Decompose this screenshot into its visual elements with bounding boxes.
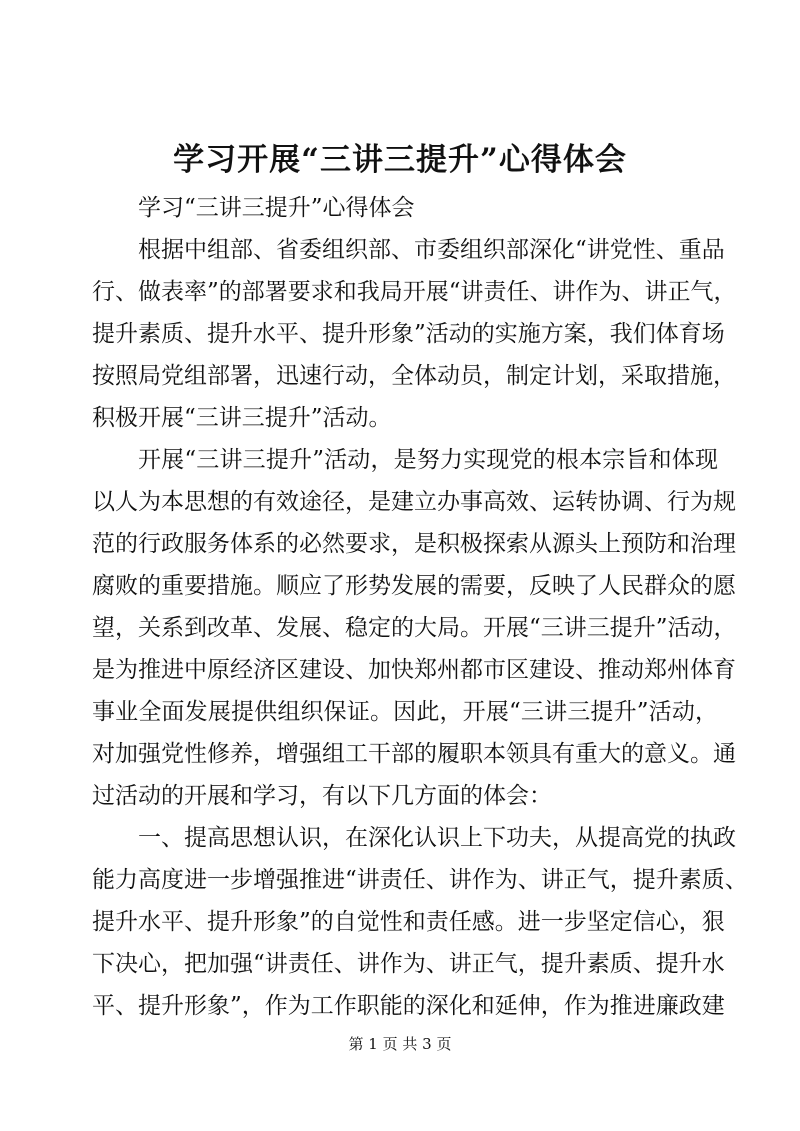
paragraph-line: 望，关系到改革、发展、稳定的大局。开展“三讲三提升”活动， bbox=[92, 615, 737, 641]
paragraph-line: 提升水平、提升形象”的自觉性和责任感。进一步坚定信心，狠 bbox=[92, 909, 725, 935]
subtitle-line: 学习“三讲三提升”心得体会 bbox=[138, 195, 415, 221]
paragraph-1 bbox=[92, 229, 737, 439]
document-title: 学习开展“三讲三提升”心得体会 bbox=[173, 142, 627, 178]
paragraph-line: 行、做表率”的部署要求和我局开展“讲责任、讲作为、讲正气， bbox=[92, 279, 737, 305]
paragraph-line: 能力高度进一步增强推进“讲责任、讲作为、讲正气，提升素质、 bbox=[92, 867, 748, 893]
paragraph-line: 根据中组部、省委组织部、市委组织部深化“讲党性、重品 bbox=[138, 237, 725, 263]
paragraph-line: 按照局党组部署，迅速行动，全体动员，制定计划，采取措施， bbox=[92, 363, 736, 389]
paragraph-line: 下决心，把加强“讲责任、讲作为、讲正气，提升素质、提升水 bbox=[92, 951, 725, 977]
paragraph-line: 提升素质、提升水平、提升形象”活动的实施方案，我们体育场 bbox=[92, 321, 725, 347]
paragraph-line: 过活动的开展和学习，有以下几方面的体会： bbox=[92, 783, 552, 809]
paragraph-line: 事业全面发展提供组织保证。因此，开展“三讲三提升”活动， bbox=[92, 699, 718, 725]
paragraph-line: 平、提升形象”，作为工作职能的深化和延伸，作为推进廉政建 bbox=[92, 993, 725, 1019]
paragraph-line: 对加强党性修养，增强组工干部的履职本领具有重大的意义。通 bbox=[92, 741, 736, 767]
paragraph-line: 积极开展“三讲三提升”活动。 bbox=[92, 405, 392, 431]
paragraph-line: 开展“三讲三提升”活动，是努力实现党的根本宗旨和体现 bbox=[138, 447, 718, 473]
paragraph-line: 一、提高思想认识，在深化认识上下功夫，从提高党的执政 bbox=[138, 825, 736, 851]
paragraph-line: 范的行政服务体系的必然要求，是积极探索从源头上预防和治理 bbox=[92, 531, 736, 557]
paragraph-line: 腐败的重要措施。顺应了形势发展的需要，反映了人民群众的愿 bbox=[92, 573, 736, 599]
document-body bbox=[92, 187, 748, 1027]
paragraph-3 bbox=[92, 817, 748, 1027]
paragraph-2 bbox=[92, 439, 737, 817]
paragraph-line: 以人为本思想的有效途径，是建立办事高效、运转协调、行为规 bbox=[92, 489, 736, 515]
page-number-footer: 第 1 页 共 3 页 bbox=[348, 1035, 452, 1053]
paragraph-line: 是为推进中原经济区建设、加快郑州都市区建设、推动郑州体育 bbox=[92, 657, 736, 683]
